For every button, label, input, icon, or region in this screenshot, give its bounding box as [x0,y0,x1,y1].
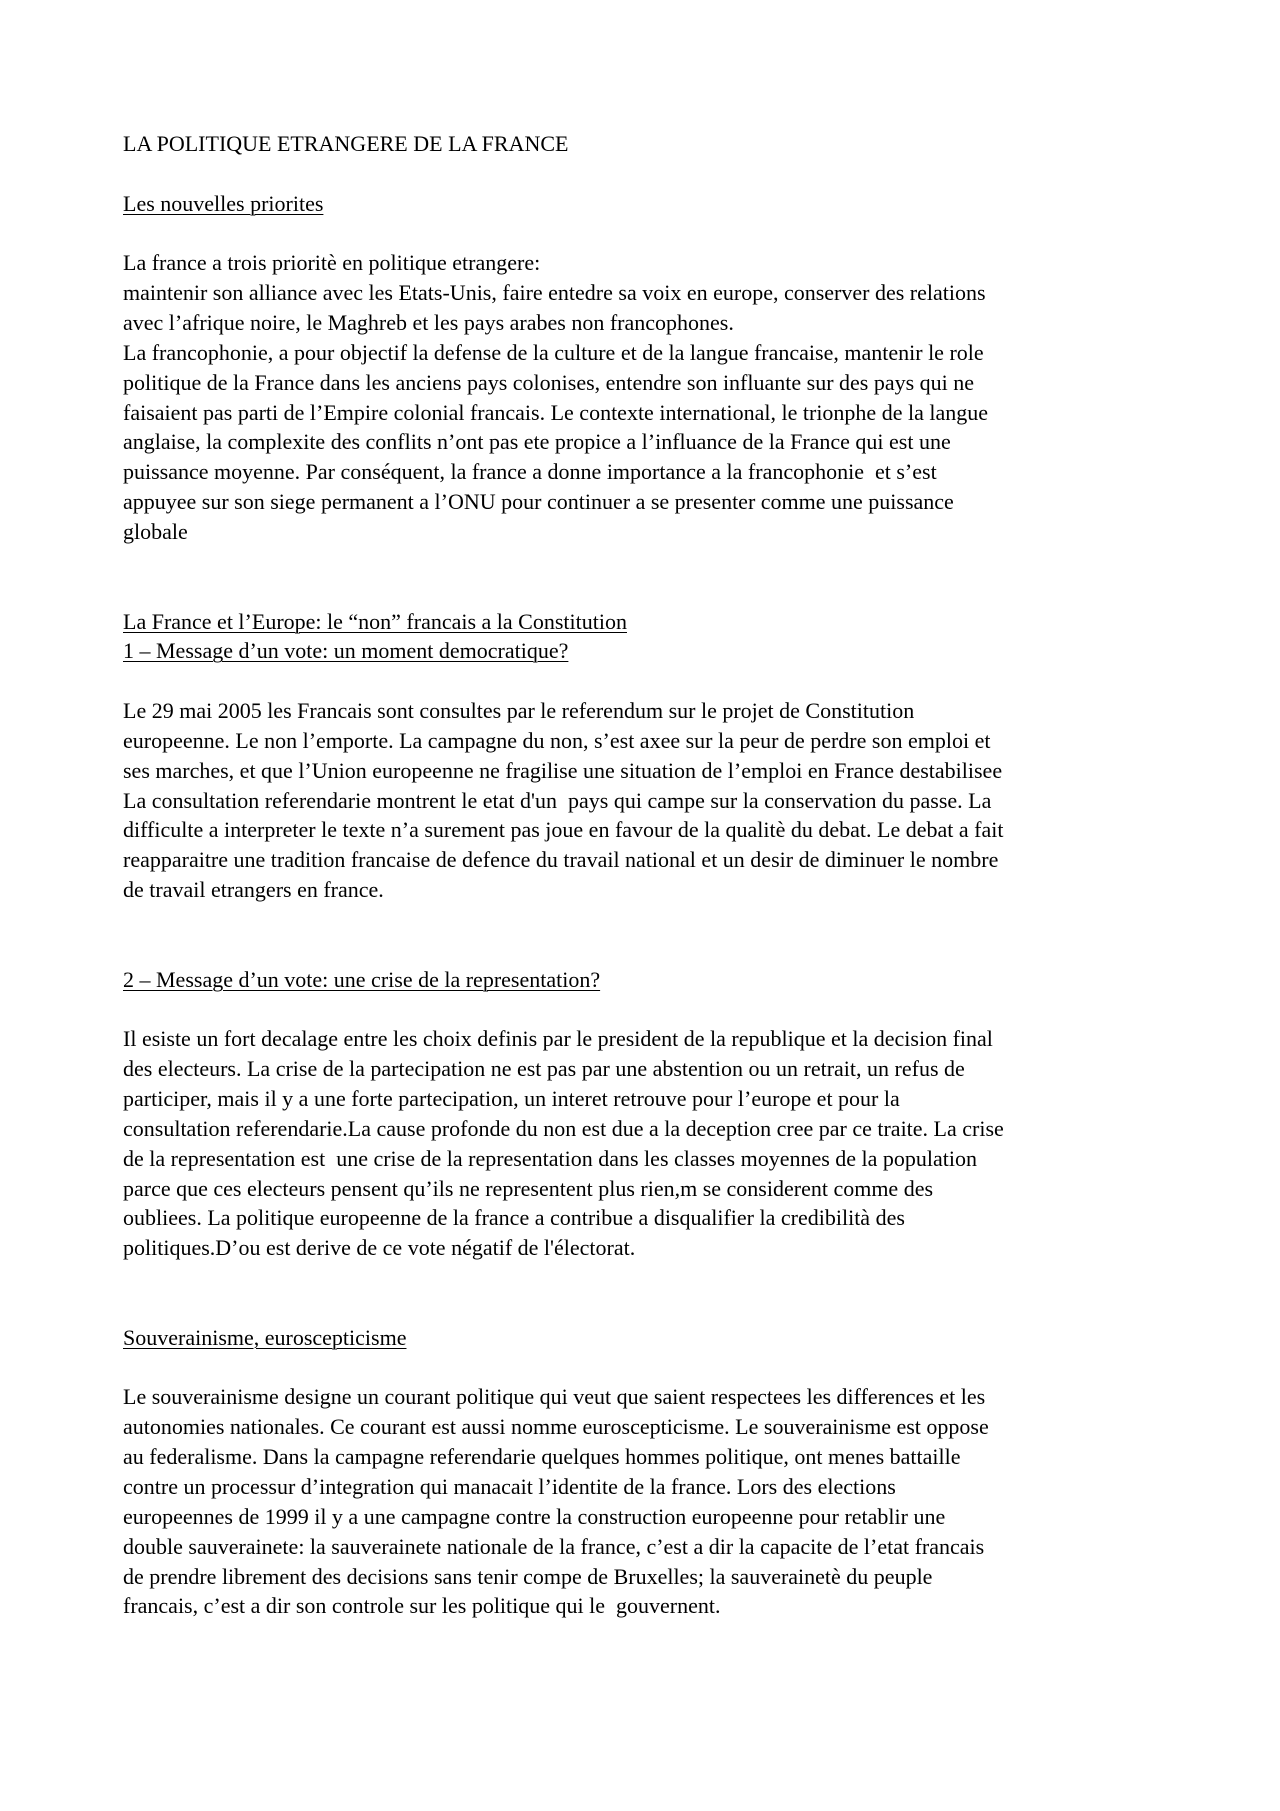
text-line: avec l’afrique noire, le Maghreb et les pays arabes non francophones. [123,310,734,336]
heading-text: 2 – Message d’un vote: une crise de la representation? [123,966,601,992]
text-line: autonomies nationales. Ce courant est aussi nomme euroscepticisme. Le souverainisme est oppose [123,1414,989,1440]
text-line: maintenir son alliance avec les Etats-Unis, faire entedre sa voix en europe, conserver des relations [123,280,986,306]
heading-text: Souverainisme, euroscepticisme [123,1324,407,1350]
text-line: de travail etrangers en france. [123,877,384,903]
text-line: participer, mais il y a une forte partecipation, un interet retrouve pour l’europe et pour la [123,1086,900,1111]
blank-line [123,159,1203,189]
text-line: Le souverainisme designe un courant politique qui veut que saient respectees les differences et les [123,1384,986,1410]
section-heading [123,189,1203,219]
text-line: appuyee sur son siege permanent a l’ONU pour continuer a se presenter comme une puissance [123,489,954,515]
section-heading [123,607,1203,667]
document-title [123,129,1203,159]
text-line: double sauverainete: la sauverainete nationale de la france, c’est a dir la capacite de l’etat francais [123,1533,985,1559]
paragraph [123,1024,1203,1263]
text-line: de prendre librement des decisions sans tenir compe de Bruxelles; la sauverainetè du peuple [123,1563,933,1589]
text-line: La consultation referendarie montrent le etat d'un pays qui campe sur la conservation du passe. La [123,787,992,813]
text-line: La france a trois prioritè en politique etrangere: [123,250,541,276]
blank-line [123,577,1203,607]
text-line: difficulte a interpreter le texte n’a surement pas joue en favour de la qualitè du debat. Le debat a fait [123,817,1004,843]
heading-text: Les nouvelles priorites [123,190,324,216]
paragraph [123,696,1203,905]
document-page [123,129,1203,1621]
blank-line [123,666,1203,696]
text-line: politique de la France dans les anciens pays colonises, entendre son influante sur des pays qui ne [123,369,975,395]
text-line: anglaise, la complexite des conflits n’ont pas ete propice a l’influance de la France qui est une [123,429,951,455]
blank-line [123,219,1203,249]
heading-text: 1 – Message d’un vote: un moment democratique? [123,638,569,664]
text-line: Il esiste un fort decalage entre les choix definis par le president de la republique et la decision final [123,1026,993,1052]
text-line: de la representation est une crise de la representation dans les classes moyennes de la population [123,1145,978,1171]
text-line: puissance moyenne. Par conséquent, la france a donne importance a la francophonie et s’est [123,459,937,485]
paragraph [123,248,1203,546]
blank-line [123,1293,1203,1323]
section-heading [123,965,1203,995]
text-line: faisaient pas parti de l’Empire colonial francais. Le contexte international, le trionphe de la langue [123,399,988,425]
text-line: oubliees. La politique europeenne de la france a contribue a disqualifier la credibilità des [123,1205,905,1231]
text-line: consultation referendarie.La cause profonde du non est due a la deception cree par ce traite. La crise [123,1115,1004,1141]
text-line: francais, c’est a dir son controle sur les politique qui le gouvernent. [123,1593,721,1619]
section-heading [123,1323,1203,1353]
text-line: des electeurs. La crise de la partecipation ne est pas par une abstention ou un retrait, un refus de [123,1056,965,1082]
text-line: contre un processur d’integration qui manacait l’identite de la france. Lors des elections [123,1473,896,1499]
text-line: La francophonie, a pour objectif la defense de la culture et de la langue francaise, mantenir le role [123,339,984,365]
blank-line [123,1263,1203,1293]
blank-line [123,994,1203,1024]
text-line: Le 29 mai 2005 les Francais sont consultes par le referendum sur le projet de Constitution [123,698,915,724]
blank-line [123,1353,1203,1383]
text-line: reapparaitre une tradition francaise de defence du travail national et un desir de diminuer le nombre [123,847,999,873]
text-line: europeenne. Le non l’emporte. La campagne du non, s’est axee sur la peur de perdre son emploi et [123,727,991,753]
text-line: au federalisme. Dans la campagne referendarie quelques hommes politique, ont menes battaille [123,1444,961,1470]
text-line: ses marches, et que l’Union europeenne ne fragilise une situation de l’emploi en France destabilisee [123,757,1003,783]
blank-line [123,905,1203,935]
blank-line [123,547,1203,577]
blank-line [123,935,1203,965]
paragraph [123,1382,1203,1621]
text-line: globale [123,518,188,544]
text-line: parce que ces electeurs pensent qu’ils ne representent plus rien,m se considerent comme des [123,1175,934,1201]
title-text: LA POLITIQUE ETRANGERE DE LA FRANCE [123,131,569,156]
heading-text: La France et l’Europe: le “non” francais a la Constitution [123,608,627,634]
text-line: politiques.D’ou est derive de ce vote négatif de l'électorat. [123,1235,636,1261]
text-line: europeennes de 1999 il y a une campagne contre la construction europeenne pour retablir une [123,1503,946,1529]
